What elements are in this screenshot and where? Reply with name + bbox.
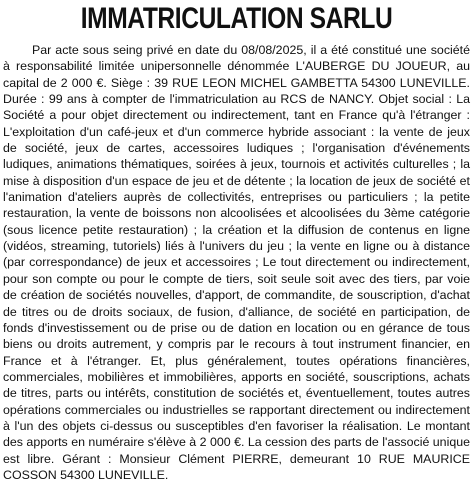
notice-body: Par acte sous seing privé en date du 08/08/2025, il a été constitué une société à responsabilité limitée unipersonnelle dénommée L'AUBERGE DU JOUEUR, au capital de 2 000 €. Siège : 39 RUE LEON MICHEL GAMBETTA 54300 LUNEVILLE. Durée : 99 ans à compter de l'immatriculation au RCS de NANCY. Objet social : La Société a pour objet directement ou indirectement, tant en France qu'à l'étranger : L'exploitation d'un café-jeux et d'un commerce hybride associant : la vente de jeux de société, jeux de cartes, accessoires ludiques ; l'organisation d'événements ludiques, animations thématiques, soirées à jeux, tournois et activités culturelles ; la mise à disposition d'un espace de jeu et de détente ; la location de jeux de société et l'animation d'ateliers auprès de collectivités, entreprises ou particuliers ; la petite restauration, la vente de boissons non alcoolisées et alcoolisées du 3ème catégorie (sous licence petite restauration) ; la création et la diffusion de contenus en ligne (vidéos, streaming, tutoriels) liés à l'univers du jeu ; la vente en ligne ou à distance (par correspondance) de jeux et accessoires ; Le tout directement ou indirectement, pour son compte ou pour le compte de tiers, soit seule soit avec des tiers, par voie de création de sociétés nouvelles, d'apport, de commandite, de souscription, d'achat de titres ou de droits sociaux, de fusion, d'alliance, de société en participation, de fonds d'investissement ou de prise ou de dation en location ou en gérance de tous biens ou droits autrement, y compris par le recours à tout instrument financier, en France et à l'étranger. Et, plus généralement, toutes opérations financières, commerciales, mobilières et immobilières, apports en société, souscriptions, achats de titres, parts ou intérêts, constitution de sociétés et, éventuellement, toutes autres opérations commerciales ou industrielles se rapportant directement ou indirectement à l'un des objets ci-dessus ou susceptibles d'en favoriser la réalisation. Le montant des apports en numéraire s'élève à 2 000 €. La cession des parts de l'associé unique est libre. Gérant : Monsieur Clément PIERRE, demeurant 10 RUE MAURICE COSSON 54300 LUNEVILLE. xyxy=(3,43,470,482)
notice-title: IMMATRICULATION SARLU xyxy=(80,2,393,35)
legal-notice xyxy=(3,0,470,482)
